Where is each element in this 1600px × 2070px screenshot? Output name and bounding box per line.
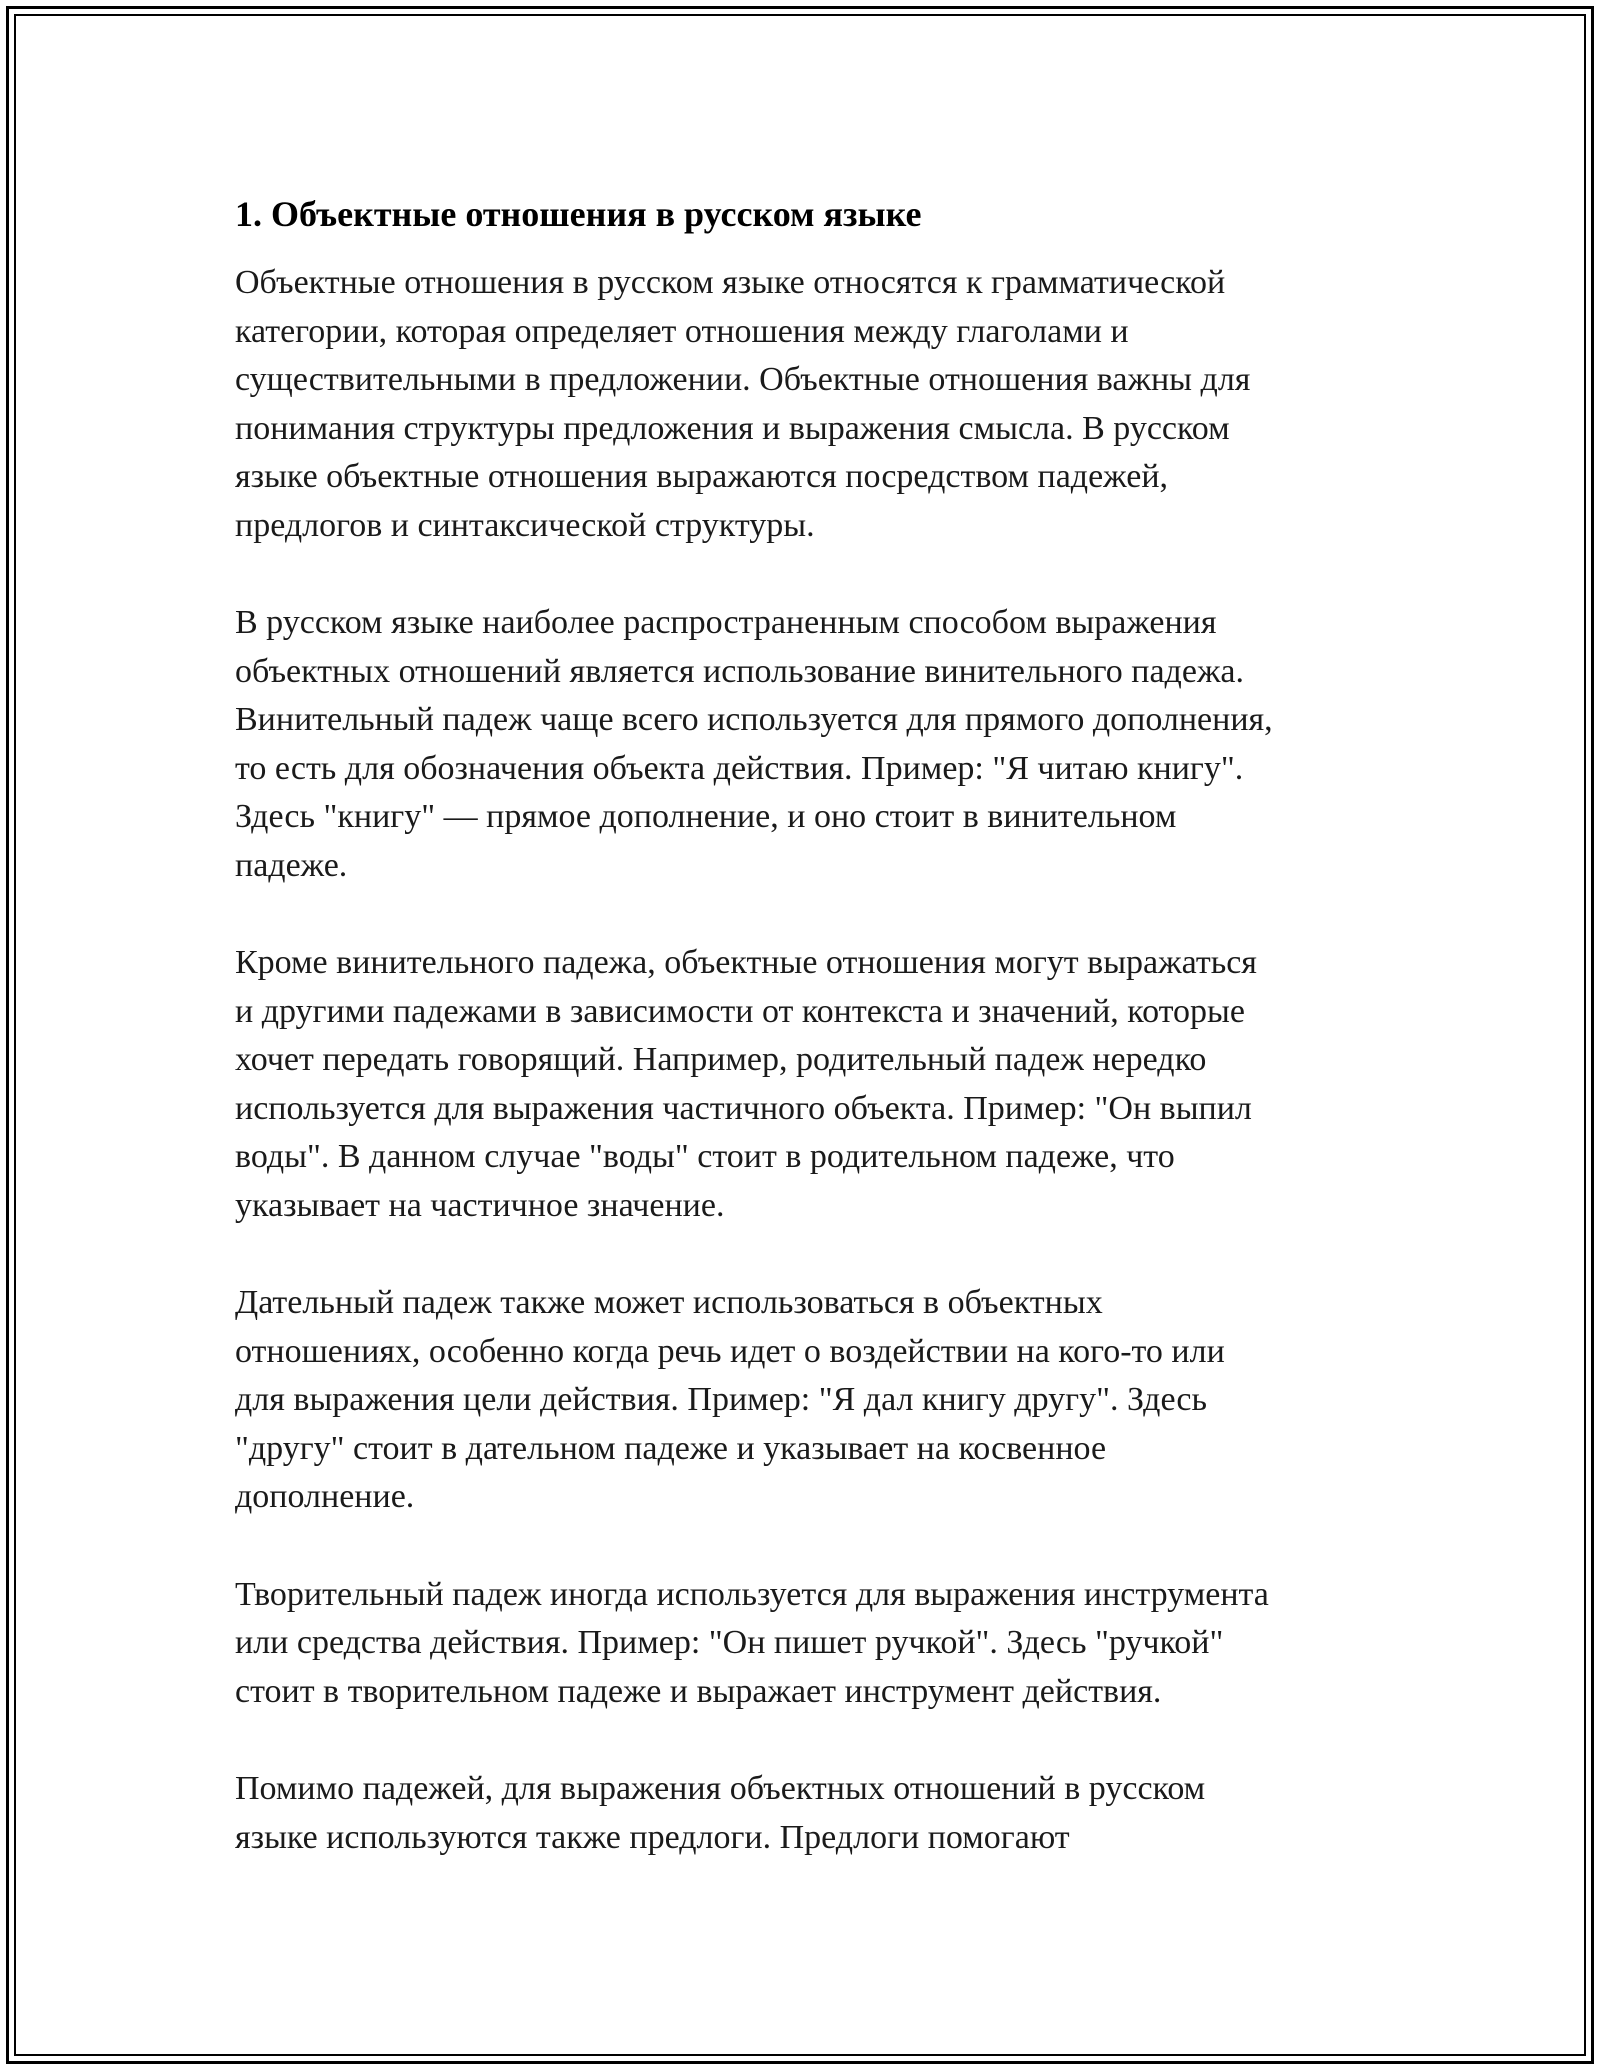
document-body: [235, 190, 1375, 1911]
text-line: воды". В данном случае "воды" стоит в родительном падеже, что: [235, 1138, 1175, 1175]
text-line: объектных отношений является использование винительного падежа.: [235, 652, 1245, 690]
paragraph-3: [235, 939, 1375, 1230]
text-line: для выражения цели действия. Пример: "Я дал книгу другу". Здесь: [235, 1381, 1207, 1418]
text-line: или средства действия. Пример: "Он пишет ручкой". Здесь "ручкой": [235, 1624, 1224, 1661]
text-line: В русском языке наиболее распространенным способом выражения: [235, 604, 1217, 641]
text-line: дополнение.: [235, 1478, 415, 1515]
text-line: падеже.: [235, 846, 348, 884]
text-line: предлогов и синтаксической структуры.: [235, 506, 815, 544]
text-line: категории, которая определяет отношения между глаголами и: [235, 312, 1129, 350]
paragraph-4: [235, 1279, 1375, 1522]
text-line: хочет передать говорящий. Например, родительный падеж нередко: [235, 1041, 1207, 1078]
text-line: "другу" стоит в дательном падеже и указывает на косвенное: [235, 1429, 1107, 1467]
text-line: понимания структуры предложения и выражения смысла. В русском: [235, 409, 1230, 447]
paragraph-6: [235, 1765, 1375, 1862]
text-line: языке используются также предлоги. Предлоги помогают: [235, 1818, 1070, 1856]
text-line: указывает на частичное значение.: [235, 1186, 725, 1224]
paragraph-2: [235, 599, 1375, 890]
text-line: стоит в творительном падеже и выражает инструмент действия.: [235, 1672, 1162, 1710]
text-line: Кроме винительного падежа, объектные отношения могут выражаться: [235, 944, 1257, 981]
text-line: Дательный падеж также может использоваться в объектных: [235, 1284, 1103, 1321]
paragraph-1: [235, 259, 1375, 550]
text-line: то есть для обозначения объекта действия. Пример: "Я читаю книгу".: [235, 749, 1244, 787]
text-line: Помимо падежей, для выражения объектных отношений в русском: [235, 1770, 1206, 1807]
text-line: Здесь "книгу" — прямое дополнение, и оно стоит в винительном: [235, 798, 1177, 835]
text-line: отношениях, особенно когда речь идет о воздействии на кого-то или: [235, 1332, 1225, 1370]
text-line: языке объектные отношения выражаются посредством падежей,: [235, 458, 1169, 495]
text-line: Творительный падеж иногда используется для выражения инструмента: [235, 1575, 1269, 1613]
text-line: используется для выражения частичного объекта. Пример: "Он выпил: [235, 1089, 1252, 1127]
paragraph-5: [235, 1571, 1375, 1717]
text-line: и другими падежами в зависимости от контекста и значений, которые: [235, 992, 1245, 1030]
text-line: Объектные отношения в русском языке относятся к грамматической: [235, 264, 1226, 301]
text-line: существительными в предложении. Объектные отношения важны для: [235, 361, 1251, 398]
text-line: Винительный падеж чаще всего используется для прямого дополнения,: [235, 701, 1273, 738]
section-title: 1. Объектные отношения в русском языке: [235, 194, 922, 234]
